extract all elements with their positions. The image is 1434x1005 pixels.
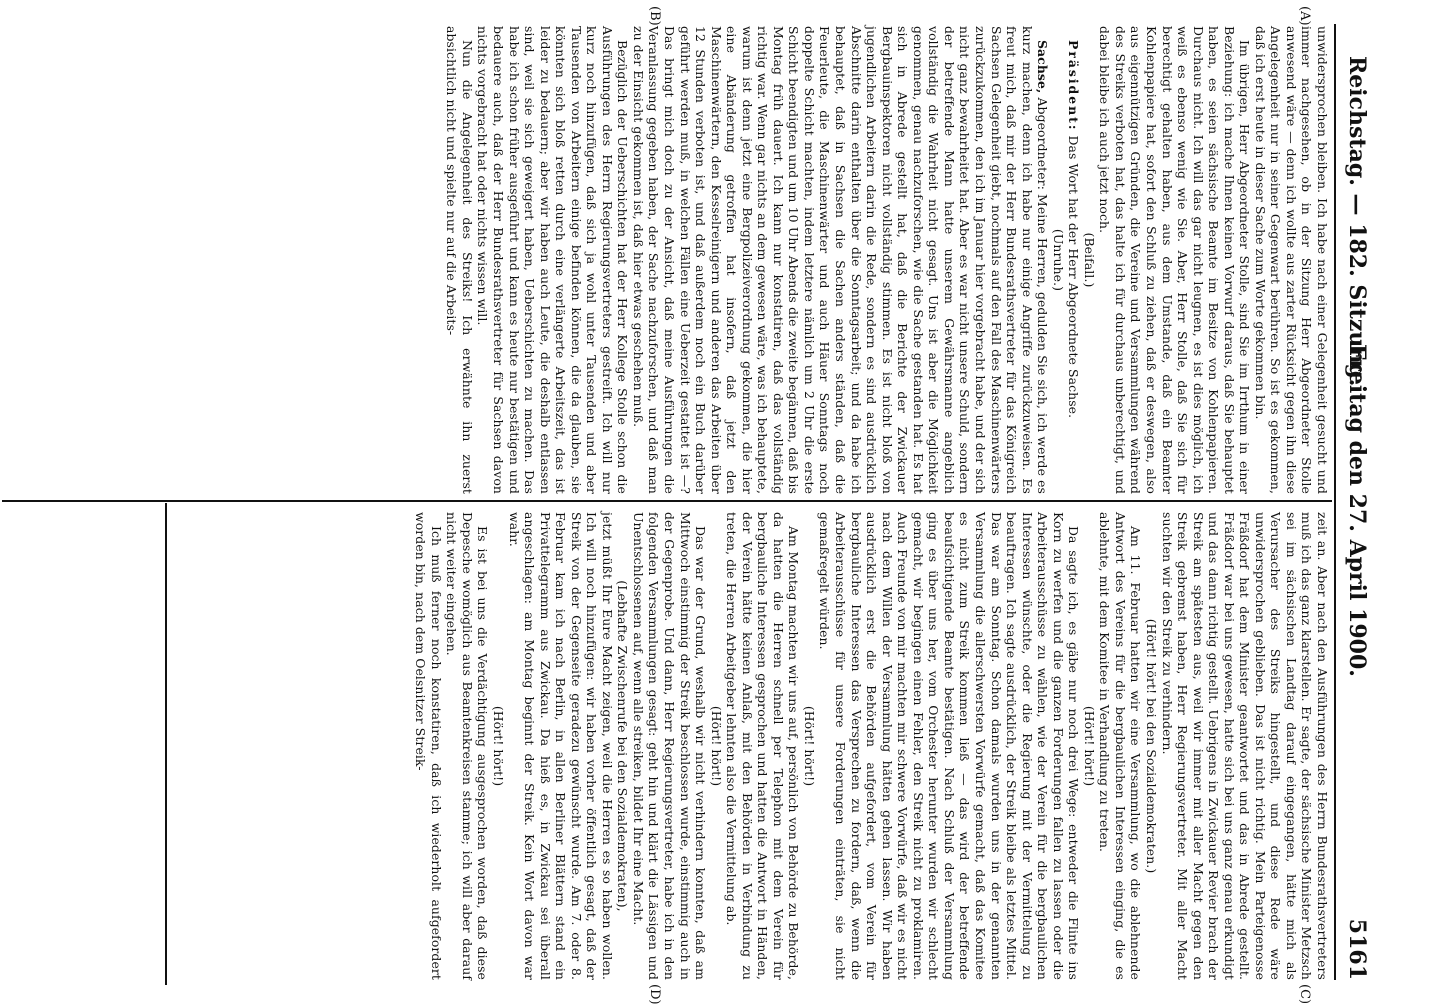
paragraph: Im übrigen, Herr Abgeordneter Stolle, sind Sie im Irrthum in einer Beziehung: ich mache Ihnen keinen Vorwurf daraus, daß Sie behauptet haben, es seien sächsische Beamte im Besitze von Kohlenpapieren. Durchaus nicht. Ich will das gar nicht leugnen, es ist dies möglich, ich weiß es ebenso wenig wie Sie. Aber, Herr Stolle, daß Sie sich für berechtigt gehalten haben, aus dem Umstande, daß ein Beamter Kohlenpapiere hat, sofort den Schluß zu ziehen, daß er deswegen, also aus eigennützigen Gründen, die Vereine und Versammlungen während des Streiks verboten hat, das halte ich für durchaus unberechtigt, und dabei bleibe ich auch jetzt noch. (1097, 26, 1253, 494)
interjection: (Unruhe.) (1050, 228, 1066, 292)
header-date: Freitag den 27. April 1900. (1344, 344, 1370, 677)
right-column (413, 512, 1330, 980)
speaker-label: Sachse, (1035, 40, 1051, 94)
paragraph: jetzt müßt Ihr Eure Macht zeigen, weil die Herren es so haben wollen. Ich will noch hinzufügen: wir haben vorher öffentlich gesagt, daß der Streik von der Gegenseite geradezu gewünscht wurde. Am 7. oder 8. Februar kam ich nach Berlin, in allen Berliner Blättern stand ein Privattelegramm aus Zwickau. Da hieß es, in Zwickau sei überall angeschlagen: am Montag beginnt der Streik. Kein Wort davon war wahr. (506, 512, 615, 980)
margin-letter-c: (C) (1297, 984, 1312, 1005)
speaker-text: Das Wort hat der Herr Abgeordnete Sachse. (1066, 131, 1082, 419)
interjection: (Hört! hört! bei den Sozialdemokraten.) (1143, 618, 1159, 874)
interjection: (Hört! hört!) (708, 705, 724, 787)
paragraph: Das war der Grund, weshalb wir nicht verhindern konnten, daß am Mittwoch einstimmig der Streik beschlossen wurde, einstimmig auch in der Gegenprobe. Und dann, Herr Regierungsvertreter, habe ich in den folgenden Versammlungen gesagt: geht hin und klärt die Lässigen und Unentschlossenen auf, wenn alle streiken, bildet Ihr eine Macht. (630, 512, 709, 980)
column-separator (2, 500, 1332, 502)
margin-letter-d: (D) (647, 984, 662, 1005)
page-header (1334, 24, 1376, 980)
paragraph: Es ist bei uns die Verdächtigung ausgesprochen worden, daß diese Depesche womöglich aus Beamtenkreisen stamme; ich will aber darauf nicht weiter eingehen. (444, 512, 491, 980)
interjection: (Lebhafte Zwischenrufe bei den Sozialdemokraten), (615, 580, 631, 912)
paragraph: Bezüglich der Ueberschichten hat der Herr Kollege Stolle schon die Ausführungen des Herrn Regierungsvertreters gestreift. Ich will nur kurz noch hinzufügen, daß sich ja wohl unter Tausenden und aber Tausenden von Arbeitern einige befinden können, die da glauben, sie könnten sich bloß retten durch eine verlängerte Arbeitszeit, das ist leider zu bedauern; aber wir haben auch Leute, die deshalb entlassen sind, weil sie sich geweigert haben, Ueberschichten zu machen. Das habe ich schon früher ausgeführt und kann es heute nur bestätigen und bedauere auch, daß der Herr Bundesrathsvertreter für Sachsen davon nichts vorgebracht hat oder nichts wissen will. (475, 26, 631, 494)
paragraph: Am 11. Februar hatten wir eine Versammlung, wo die ablehnende Antwort des Vereins für die bergbaulichen Interessen einging, die es ablehnte, mit dem Komitee in Verhandlung zu treten. (1097, 512, 1144, 980)
speaker-text: Abgeordneter: Meine Herren, gedulden Sie sich, ich werde es kurz machen, denn ich habe nur einige Angriffe zurückzuweisen. Es freut mich, daß mir der Herr Bundesrathsvertreter für das Königreich Sachsen Gelegenheit giebt, nochmals auf den Fall des Maschinenwärters zurückzukommen, den ich im Januar hier vorgebracht habe, und der sich nicht ganz bewahrheitet hat. Aber es war nicht unsere Schuld, sondern der betreffende Mann hatte unserem Gewährsmanne angeblich vollständig die Wahrheit nicht gesagt. Uns ist aber die Möglichkeit genommen, genau nachzuforschen, wie die Sache gestanden hat. Es hat sich in Abrede gestellt hat, daß die Berichte der Zwickauer Bergbauinspektoren nicht vollständig stimmen. Es ist nicht bloß von jugendlichen Arbeitern darin die Rede, sondern es sind ausdrücklich Abschnitte darin enthalten über die Sonntagsarbeit; und da habe ich behauptet, daß in Sachsen die Sachen anders ständen, daß die Feuerleute, die Maschinenwärter und auch Häuer Sonntags noch doppelte Schicht machten, indem letztere nämlich um 2 Uhr die erste Schicht beendigten und um 10 Uhr Abends die zweite begännen, daß bis Montag früh dauert. Ich kann nur konstatiren, daß das vollständig richtig war. Wenn gar nichts an dem gewesen wäre, was ich behauptete, warum ist denn jetzt eine Bergpolizeiverordnung gekommen, die hier eine Abänderung getroffen hat insofern, daß jetzt den Maschinenwärtern, den Kesselreinigern und anderen das Arbeiten über 12 Stunden verboten ist, und daß außerdem noch ein Buch darüber geführt werden muß, in welchen Fällen eine Ueberzeit gestattet ist —? Das bringt mich doch zu der Ansicht, daß meine Ausführungen die Veranlassung gegeben haben, der Sache nachzuforschen, und daß man zu der Einsicht gekommen ist, daß hier etwas geschehen muß. (630, 26, 1051, 494)
left-column (444, 26, 1330, 494)
margin-letter-b: (B) (647, 6, 662, 26)
president-paragraph (1066, 26, 1082, 494)
rotated-page-frame (2, 0, 1382, 1005)
speaker-label: Präsident: (1066, 40, 1082, 132)
section-separator (165, 503, 167, 985)
interjection: (Hört! hört!) (1081, 705, 1097, 787)
page-number: 5161 (1344, 918, 1370, 980)
header-session: Reichstag. — 182. Sitzung. (1344, 56, 1370, 387)
paragraph: Am Montag machten wir uns auf, persönlich von Behörde zu Behörde, da hatten die Herren schnell per Telephon mit dem Verein für bergbauliche Interessen gesprochen und hatten die Antwort in Händen, der Verein hätte keinen Anlaß, mit den Behörden in Verbindung zu treten, die Herren Arbeitgeber lehnten also die Vermittelung ab. (724, 512, 802, 980)
interjection: (Beifall.) (1081, 232, 1097, 288)
interjection: (Hört! hört!) (801, 705, 817, 787)
sachse-paragraph (630, 26, 1050, 494)
paragraph: Da sagte ich, es gäbe nur noch drei Wege: entweder die Flinte ins Korn zu werfen und die ganzen Forderungen fallen zu lassen oder die Arbeiterausschüsse zu wählen, wie der Verein für die bergbaulichen Interessen wünschte, oder die Regierung mit der Vermittelung zu beauftragen. Ich sagte ausdrücklich, der Streik bleibe als letztes Mittel. Das war am Sonntag. Schon damals wurden uns in der genannten Versammlung die allerschwersten Vorwürfe gemacht, daß das Komitee es nicht zum Streik kommen ließ — das wird der betreffende beaufsichtigende Beamte bestätigen. Nach Schluß der Versammlung ging es über uns her, vom Orchester herunter wurden wir schlecht gemacht, wir begingen einen Fehler, den Streik nicht zu proklamiren. Auch Freunde von mir machten mir schwere Vorwürfe, daß wir es nicht nach dem Willen der Versammlung hätten gehen lassen. Wir haben ausdrücklich erst die Behörden aufgefordert, vom Verein für bergbauliche Interessen das Versprechen zu fordern, daß, wenn die Arbeiterausschüsse für unsere Forderungen einträten, sie nicht gemaßregelt würden. (817, 512, 1082, 980)
interjection: (Hört! hört!) (491, 705, 507, 787)
paragraph: Ich muß ferner noch konstatiren, daß ich wiederholt aufgefordert worden bin, nach dem Oelsnitzer Streik- (413, 512, 444, 980)
paragraph: zeit an. Aber nach den Ausführungen des Herrn Bundesrathsvertreters muß ich das ganz klarstellen. Er sagte, der sächsische Minister Metzsch sei im sächsischen Landtag darauf eingegangen, hätte mich als Verursacher des Streiks hingestellt, und diese Rede wäre unwidersprochen geblieben. Das ist nicht richtig. Mein Parteigenosse Fräßdorf hat dem Minister geantwortet und das in Abrede gestellt. Fräßdorf war bei uns gewesen, hatte sich bei uns ganz genau erkundigt und das dann richtig gestellt. Uebrigens in Zwickauer Revier brach der Streik am spätesten aus, weil wir immer mit aller Macht gegen den Streik gebremst haben, Herr Regierungsvertreter. Mit aller Macht suchten wir den Streik zu verhindern. (1159, 512, 1330, 980)
digitization-credit (1408, 6, 1430, 994)
paragraph: unwidersprochen bleiben. Ich habe nach einer Gelegenheit gesucht und immer nachgesehen, ob in der Sitzung Herr Abgeordneter Stolle anwesend wäre — denn ich wollte aus zarter Rücksicht gegen ihn diese Angelegenheit nur in seiner Gegenwart berühren. So ist es gekommen, daß ich erst heute in dieser Sache zum Worte gekommen bin. (1252, 26, 1330, 494)
paragraph: Nun die Angelegenheit des Streiks! Ich erwähnte ihn zuerst absichtlich nicht und spielte nur auf die Arbeits- (444, 26, 475, 494)
margin-letter-a: (A) (1297, 6, 1312, 26)
